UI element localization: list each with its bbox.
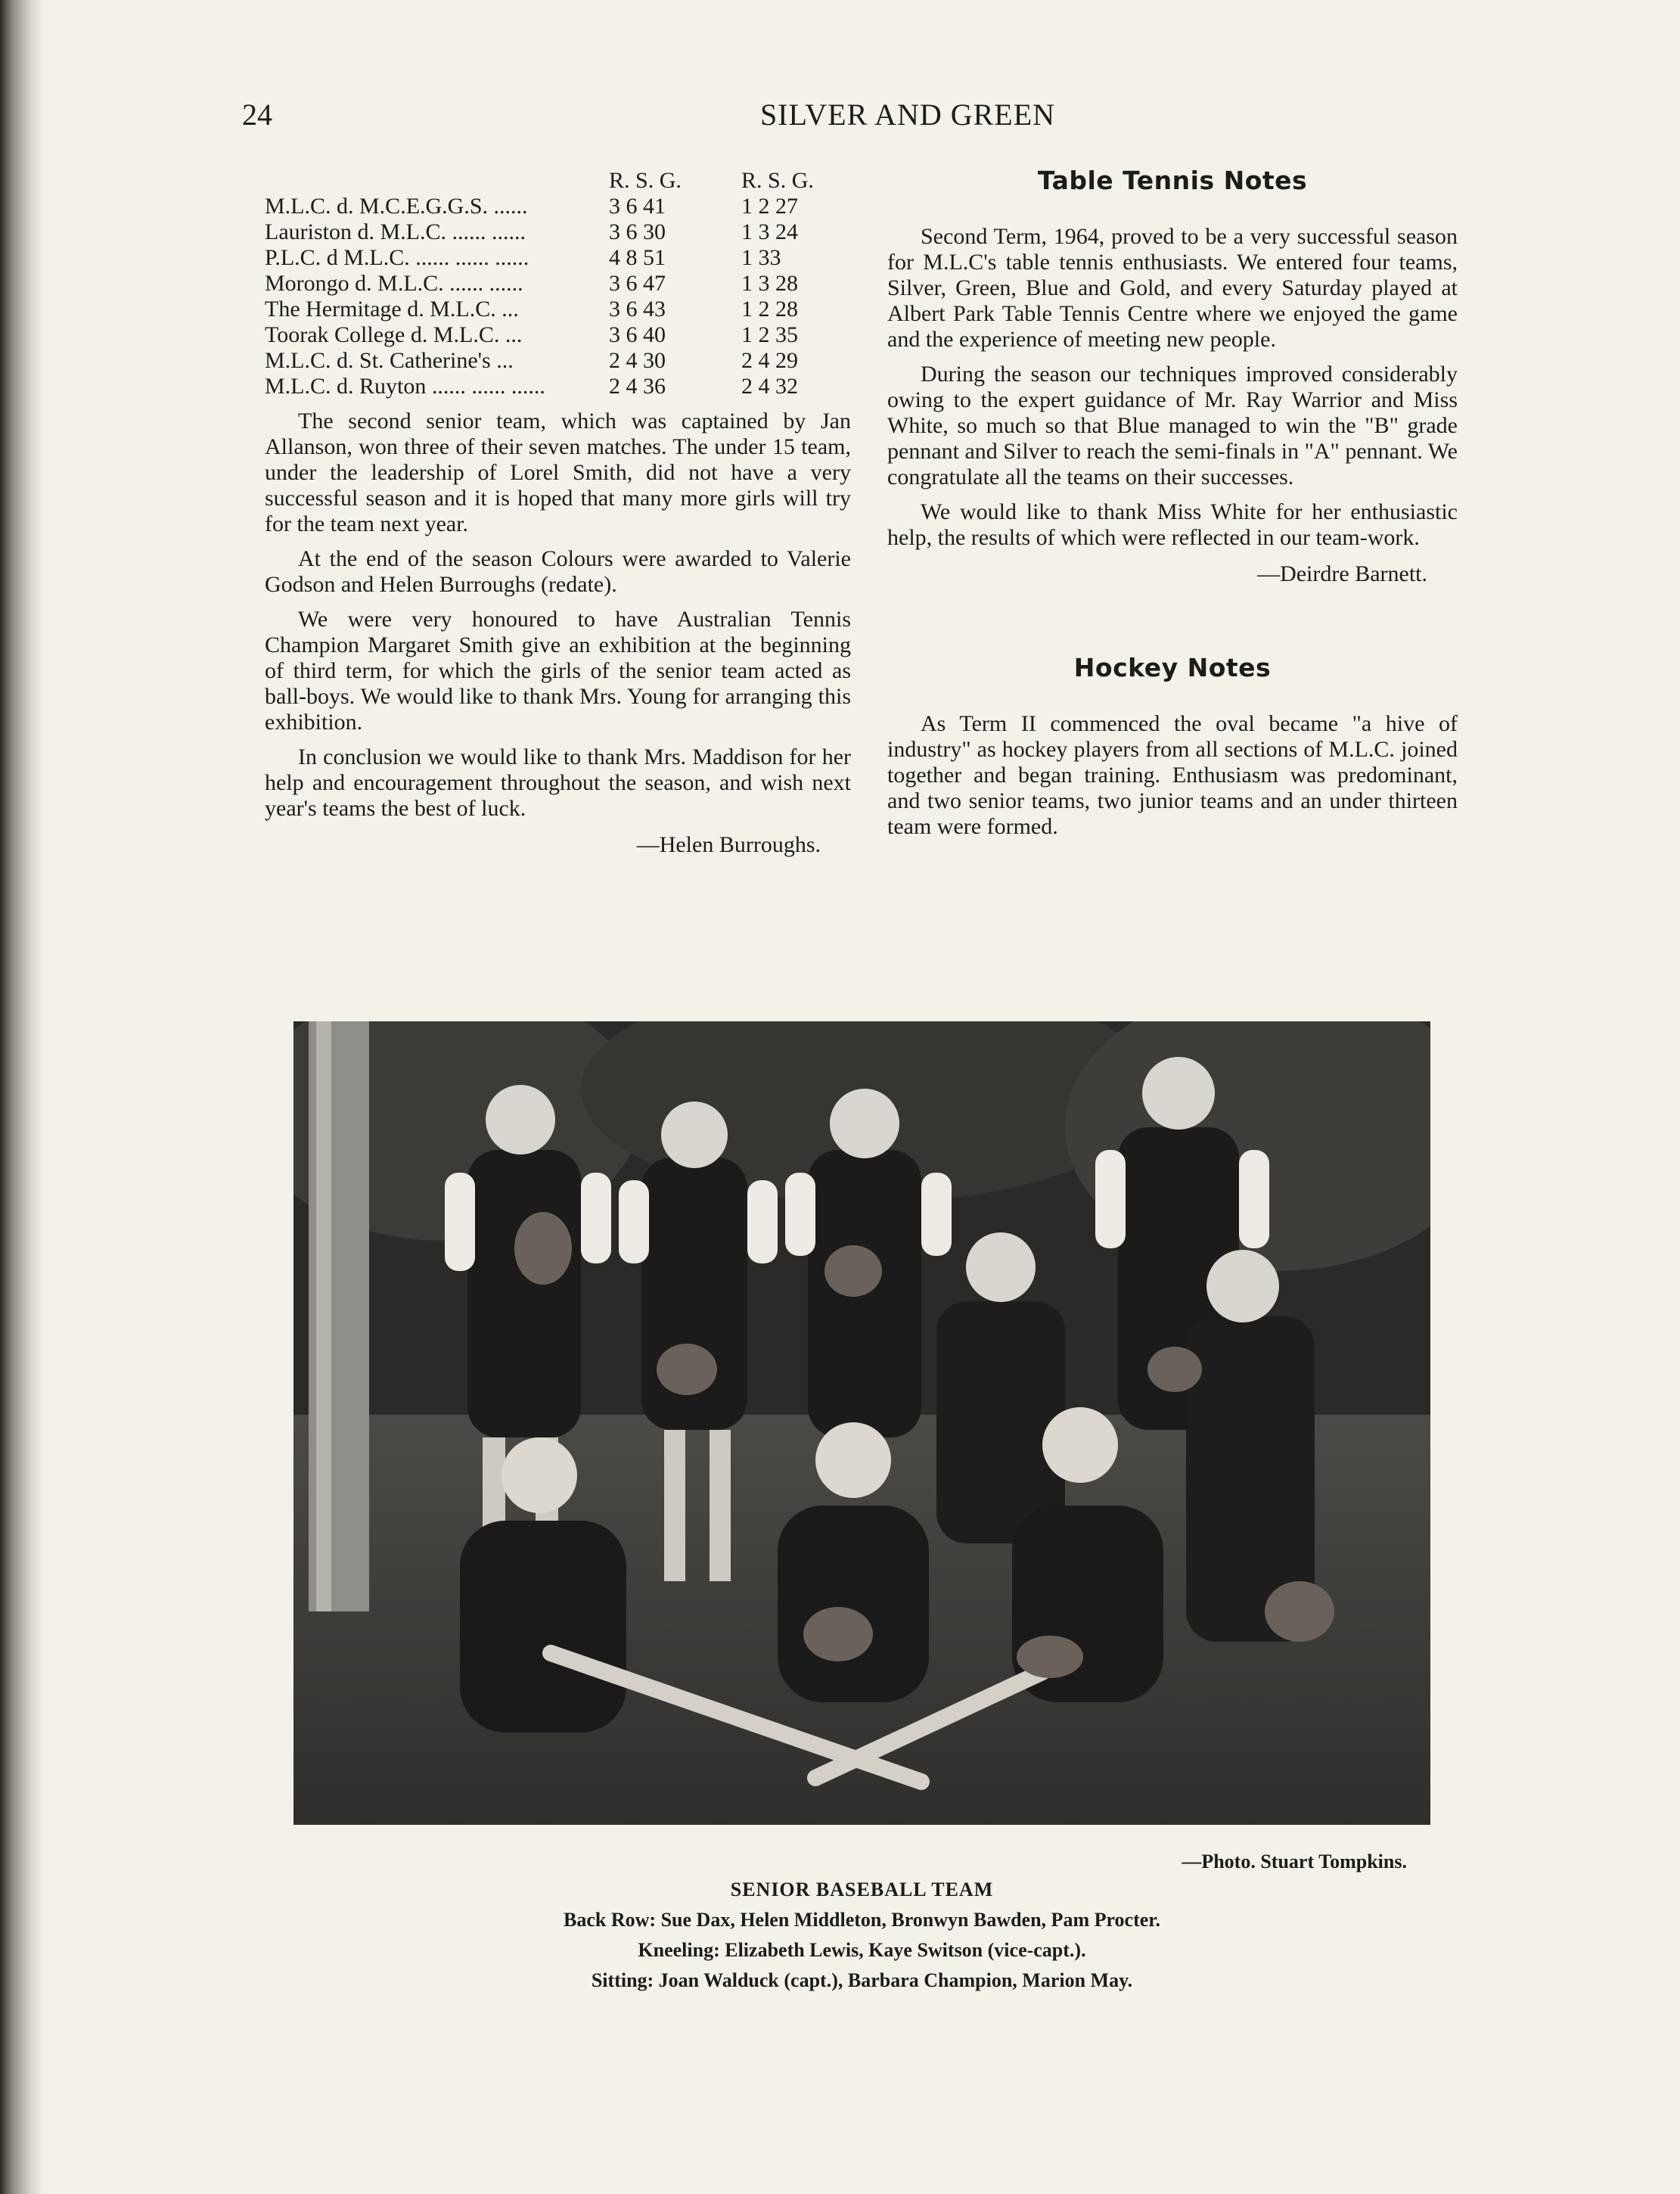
body-paragraph: As Term II commenced the oval became "a hive of industry" as hockey players from all sections of M.L.C. joined together and began training. Enthusiasm was predominant, and two senior teams, two junior teams and an under thirteen team were formed. [887,711,1458,839]
left-column [265,168,851,858]
caption-line-back-row: Back Row: Sue Dax, Helen Middleton, Bronwyn Bawden, Pam Procter. [564,1909,1160,1931]
score-winner: 3 6 43 [609,297,666,322]
section-heading-table-tennis: Table Tennis Notes [1037,166,1308,195]
score-loser: 1 33 [741,245,781,270]
body-paragraph: During the season our techniques improved considerably owing to the expert guidance of Mr. Ray Warrior and Miss White, so much so that Blue managed to win the "B" grade pennant and Silver to reach the semi-finals in "A" pennant. We congratulate all the teams on their successes. [887,362,1458,489]
score-winner: 4 8 51 [609,245,666,270]
table-row [265,245,851,271]
table-row [265,194,851,219]
table-row [265,374,851,399]
score-loser: 1 2 35 [741,322,798,347]
score-loser: 1 2 28 [741,297,798,322]
score-loser: 2 4 29 [741,348,798,373]
right-column [887,168,1458,849]
results-table [265,168,851,399]
score-winner: 2 4 36 [609,374,666,399]
match-name: Morongo d. M.L.C. ...... ...... [265,271,523,296]
score-winner: 3 6 41 [609,194,666,219]
body-paragraph: We were very honoured to have Australian Tennis Champion Margaret Smith give an exhibition at the beginning of third term, for which the girls of the senior team acted as ball-boys. We would like to thank Mrs. Young for arranging this exhibition. [265,607,851,735]
match-name: M.L.C. d. M.C.E.G.G.S. ...... [265,194,528,219]
results-header-col2: R. S. G. [741,168,814,193]
score-loser: 2 4 32 [741,374,798,399]
table-row [265,297,851,322]
results-header-col1: R. S. G. [609,168,682,193]
match-name: M.L.C. d. Ruyton ...... ...... ...... [265,374,545,399]
score-winner: 3 6 47 [609,271,666,296]
team-photo-illustration [293,1021,1430,1825]
caption-title: SENIOR BASEBALL TEAM [730,1879,994,1900]
score-loser: 1 3 28 [741,271,798,296]
score-winner: 3 6 40 [609,322,666,347]
binding-edge [0,0,44,2194]
table-row [265,219,851,245]
match-name: M.L.C. d. St. Catherine's ... [265,348,514,373]
page-number: 24 [242,98,272,132]
body-paragraph: In conclusion we would like to thank Mrs. Maddison for her help and encouragement throughout the season, and wish next year's teams the best of luck. [265,744,851,821]
body-paragraph: Second Term, 1964, proved to be a very successful season for M.L.C's table tennis enthusiasts. We entered four teams, Silver, Green, Blue and Gold, and every Saturday played at Albert Park Table Tennis Centre where we enjoyed the game and the experience of meeting new people. [887,224,1458,352]
body-paragraph: We would like to thank Miss White for her enthusiastic help, the results of which were reflected in our team-work. [887,499,1458,550]
photo-credit: —Photo. Stuart Tompkins. [1182,1851,1407,1872]
photo-caption [293,1875,1430,1996]
caption-line-kneeling: Kneeling: Elizabeth Lewis, Kaye Switson (vice-capt.). [638,1939,1086,1961]
section-heading-hockey: Hockey Notes [1073,653,1272,682]
score-winner: 3 6 30 [609,219,666,244]
results-table-header [265,168,851,194]
table-row [265,322,851,348]
table-row [265,348,851,374]
team-photo [293,1021,1430,1825]
score-winner: 2 4 30 [609,348,666,373]
score-loser: 1 2 27 [741,194,798,219]
body-paragraph: At the end of the season Colours were awarded to Valerie Godson and Helen Burroughs (redate). [265,546,851,597]
match-name: The Hermitage d. M.L.C. ... [265,297,519,322]
match-name: P.L.C. d M.L.C. ...... ...... ...... [265,245,529,270]
body-paragraph: The second senior team, which was captained by Jan Allanson, won three of their seven matches. The under 15 team, under the leadership of Lorel Smith, did not have a very successful season and it is hoped that many more girls will try for the team next year. [265,409,851,536]
match-name: Toorak College d. M.L.C. ... [265,322,523,347]
caption-line-sitting: Sitting: Joan Walduck (capt.), Barbara Champion, Marion May. [591,1969,1133,1991]
author-signature: —Deirdre Barnett. [1257,561,1427,586]
match-name: Lauriston d. M.L.C. ...... ...... [265,219,526,244]
table-row [265,271,851,297]
author-signature: —Helen Burroughs. [636,832,821,857]
score-loser: 1 3 24 [741,219,798,244]
page-header-title: SILVER AND GREEN [759,98,1056,132]
